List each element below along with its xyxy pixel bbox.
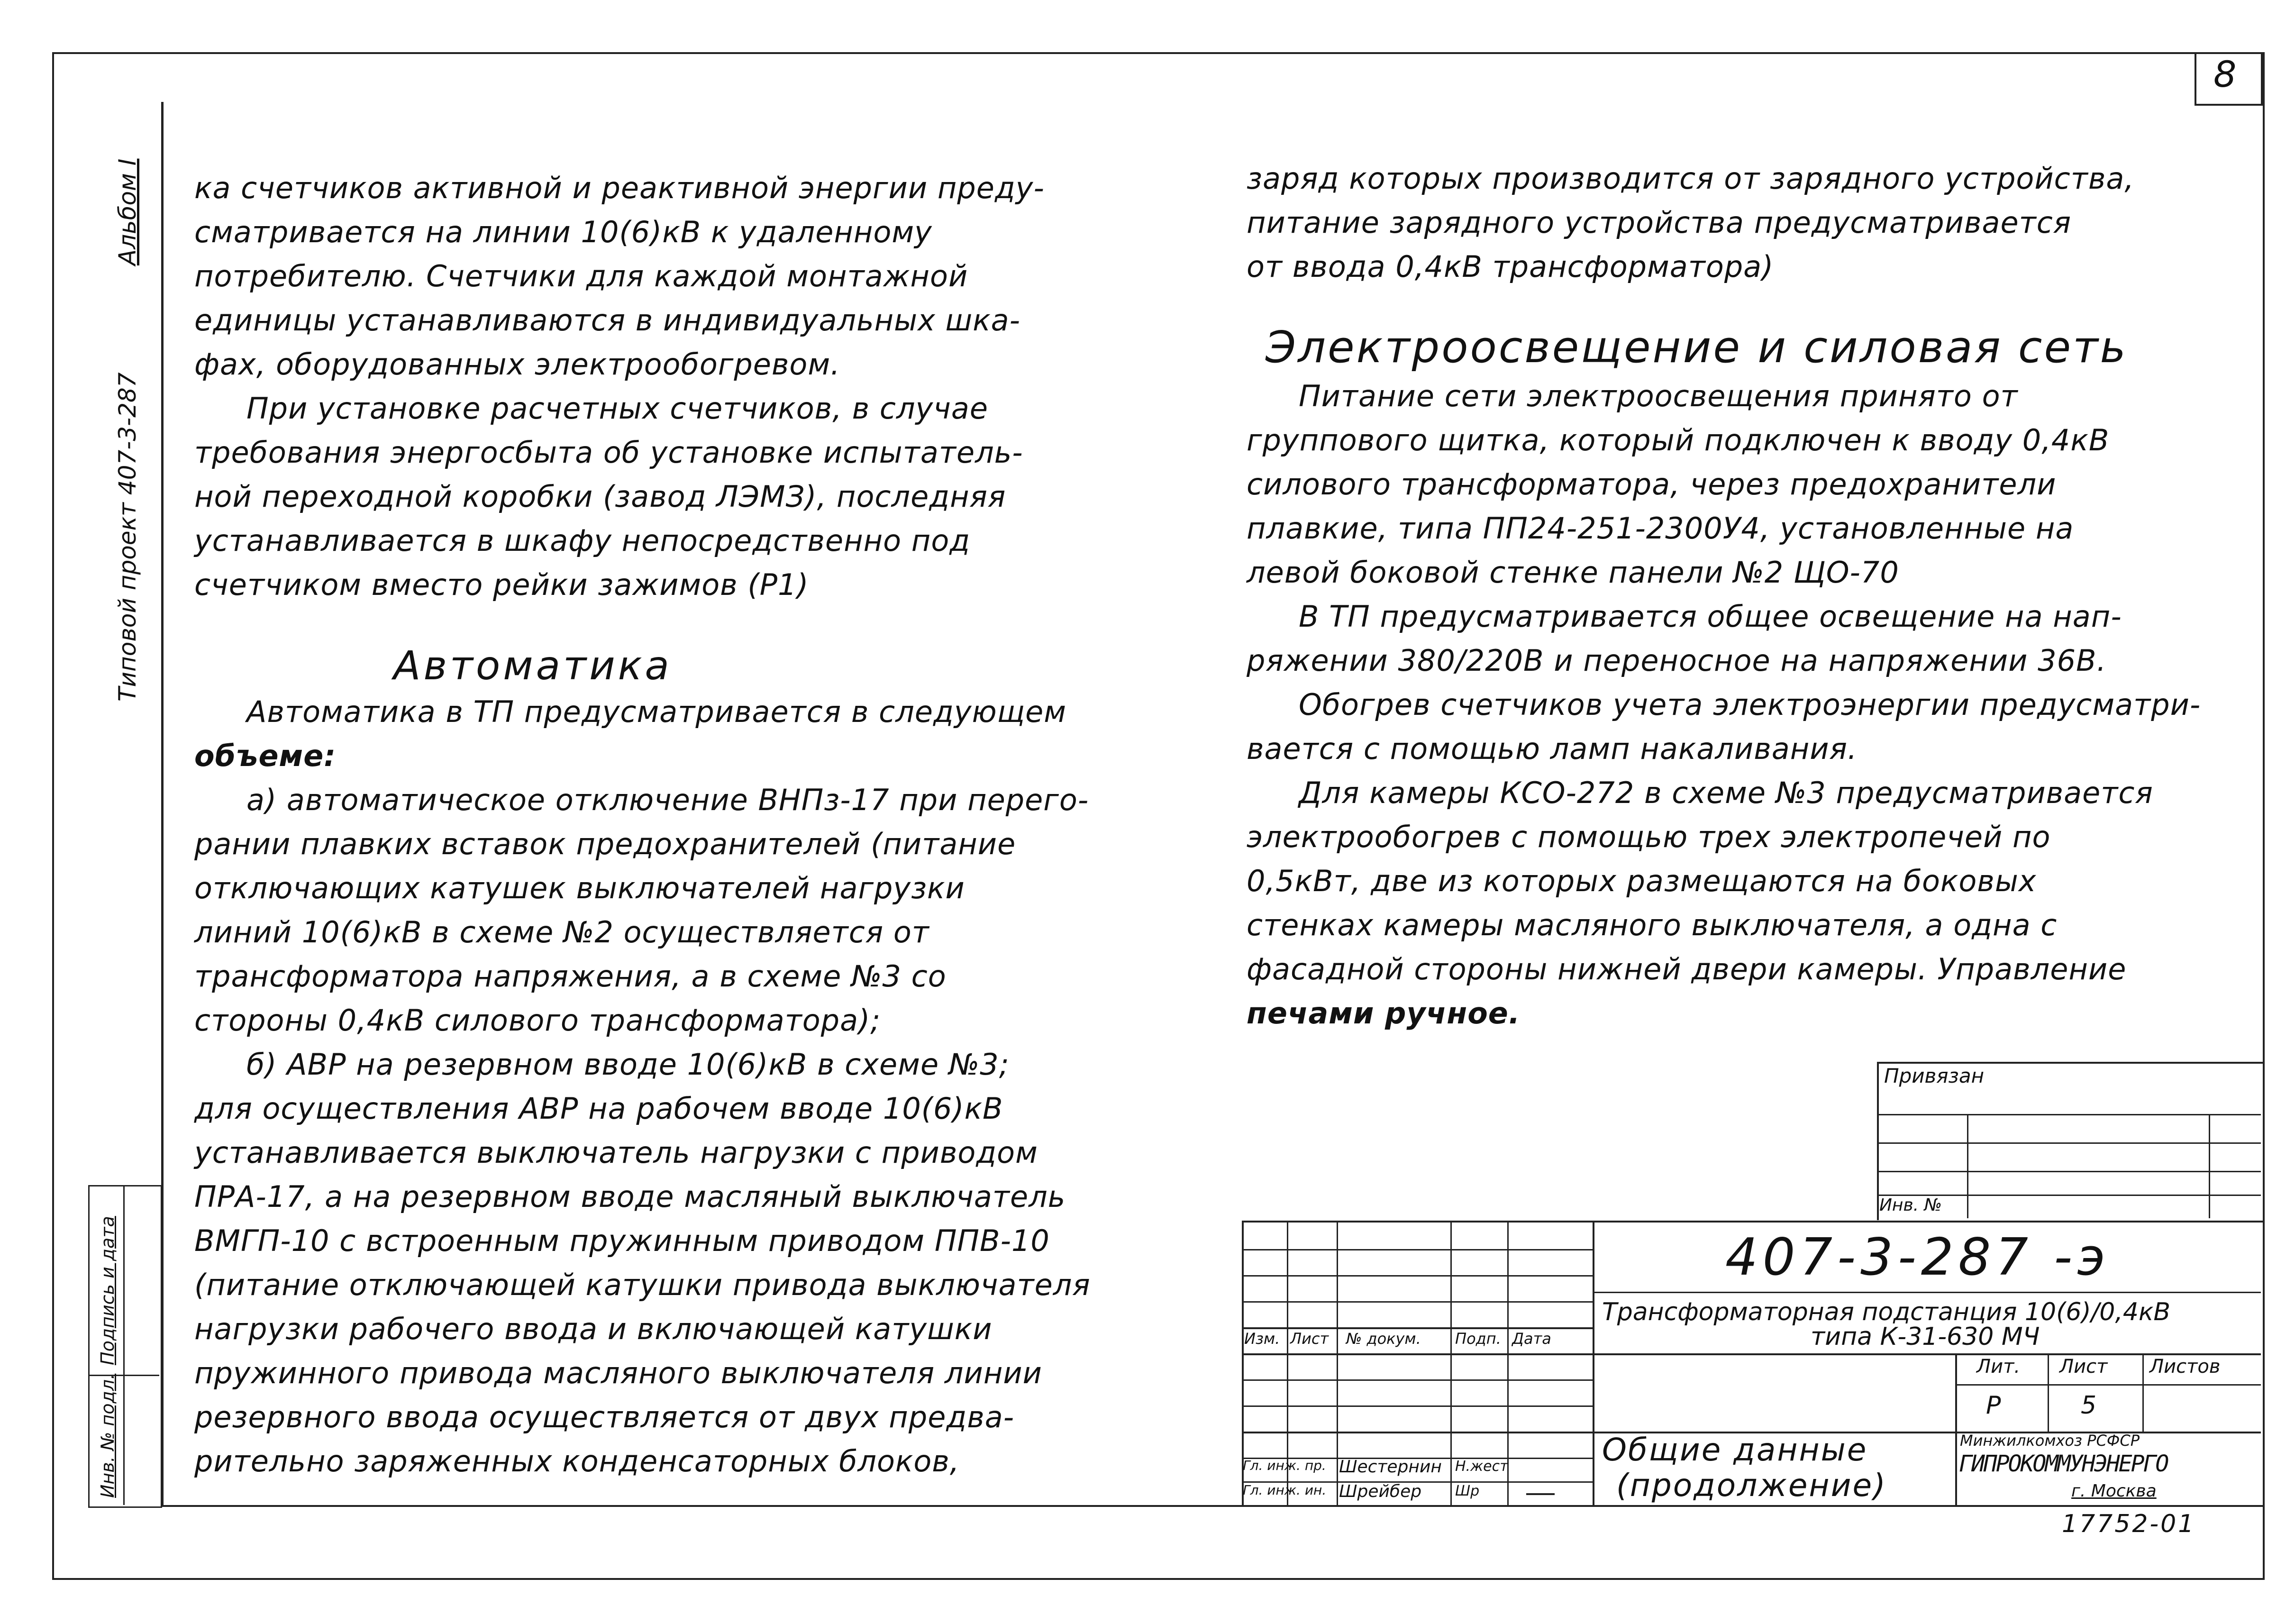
tp-line: В ТП предусматривается общее освещение на нап- xyxy=(1299,599,2122,634)
cont-line: питание зарядного устройства предусматривается xyxy=(1247,205,2072,240)
light-line: левой боковой стенке панели №2 ЩО-70 xyxy=(1247,555,1899,590)
col-header-list: Лист xyxy=(1290,1330,1329,1348)
sign-1: Н.жест xyxy=(1455,1458,1508,1475)
item-b-line: (питание отключающей катушки привода выключателя xyxy=(194,1268,1091,1302)
binding-label: Привязан xyxy=(1884,1064,1985,1087)
role-2: Гл. инж. ин. xyxy=(1243,1482,1327,1498)
light-line: плавкие, типа ПП24-251-2300У4, установленные на xyxy=(1247,511,2074,546)
light-line: Питание сети электроосвещения принято от xyxy=(1299,379,2018,413)
binding-inv-label: Инв. № xyxy=(1879,1195,1942,1215)
title-line-2: типа К-31-630 МЧ xyxy=(1811,1323,2040,1351)
col-header-izm: Изм. xyxy=(1244,1330,1280,1348)
kso-line: фасадной стороны нижней двери камеры. Управление xyxy=(1247,952,2127,986)
sign-date-label: Подпись и дата xyxy=(97,1216,118,1365)
intro-line: единицы устанавливаются в индивидуальных шка- xyxy=(194,303,1021,338)
item-a-line: линий 10(6)кВ в схеме №2 осуществляется от xyxy=(194,915,929,949)
item-b-line: для осуществления АВР на рабочем вводе 10(6)кВ xyxy=(194,1091,1003,1126)
org-name: ГИПРОКОММУНЭНЕРГО xyxy=(1959,1451,2168,1477)
sheets-label: Листов xyxy=(2149,1356,2221,1378)
para2-line: При установке расчетных счетчиков, в случае xyxy=(246,391,989,426)
album-label: Альбом I xyxy=(114,158,141,265)
stage-value: Р xyxy=(1986,1391,2001,1420)
item-b-line: пружинного привода масляного выключателя линии xyxy=(194,1356,1042,1390)
light-line: силового трансформатора, через предохранители xyxy=(1247,467,2057,502)
kso-line: печами ручное. xyxy=(1247,996,1521,1031)
item-b-line: ВМГП-10 с встроенным пружинным приводом ППВ-10 xyxy=(194,1223,1050,1258)
kso-line: 0,5кВт, две из которых размещаются на боковых xyxy=(1247,864,2037,898)
inv-no-label: Инв. № подл. xyxy=(97,1373,118,1498)
intro-line: сматривается на линии 10(6)кВ к удаленному xyxy=(194,215,932,249)
doc-code: 407-3-287 -э xyxy=(1725,1228,2110,1287)
cont-line: от ввода 0,4кВ трансформатора) xyxy=(1247,249,1774,284)
para2-line: ной переходной коробки (завод ЛЭМЗ), последняя xyxy=(194,479,1006,514)
date-dash xyxy=(1526,1493,1555,1495)
ministry: Минжилкомхоз РСФСР xyxy=(1960,1432,2140,1450)
intro-line: фах, оборудованных электрообогревом. xyxy=(194,347,840,382)
kso-line: Для камеры КСО-272 в схеме №3 предусматривается xyxy=(1299,776,2153,810)
name-2: Шрейбер xyxy=(1339,1482,1422,1501)
para2-line: требования энергосбыта об установке испытатель- xyxy=(194,435,1023,470)
kso-line: электрообогрев с помощью трех электропечей по xyxy=(1247,820,2051,854)
item-a-line: отключающих катушек выключателей нагрузки xyxy=(194,871,965,905)
heat-line: Обогрев счетчиков учета электроэнергии предусматри- xyxy=(1299,687,2201,722)
cont-line: заряд которых производится от зарядного устройства, xyxy=(1247,161,2135,196)
kso-line: стенках камеры масляного выключателя, а одна с xyxy=(1247,908,2058,942)
item-b-line: нагрузки рабочего ввода и включающей катушки xyxy=(194,1312,993,1346)
item-a-line: а) автоматическое отключение ВНПз-17 при перего- xyxy=(246,783,1089,817)
left-column xyxy=(194,166,1119,1483)
item-b-line: резервного ввода осуществляется от двух предва- xyxy=(194,1400,1015,1434)
lighting-heading: Электроосвещение и силовая сеть xyxy=(1266,322,2128,373)
sheet-name-2: (продолжение) xyxy=(1616,1467,1887,1504)
item-b-line: ПРА-17, а на резервном вводе масляный выключатель xyxy=(194,1179,1066,1214)
light-line: группового щитка, который подключен к вводу 0,4кВ xyxy=(1247,423,2110,457)
heat-line: вается с помощью ламп накаливания. xyxy=(1247,731,1858,766)
archive-number: 17752-01 xyxy=(2062,1510,2196,1538)
item-a-line: трансформатора напряжения, а в схеме №3 со xyxy=(194,959,947,994)
intro-line: потребителю. Счетчики для каждой монтажной xyxy=(194,259,968,293)
role-1: Гл. инж. пр. xyxy=(1243,1458,1326,1473)
para2-line: счетчиком вместо рейки зажимов (Р1) xyxy=(194,567,809,602)
sheet-name-1: Общие данные xyxy=(1602,1432,1868,1468)
right-column xyxy=(1247,156,2232,1035)
tp-line: ряжении 380/220В и переносное на напряжении 36В. xyxy=(1247,643,2107,678)
item-b-line: рительно заряженных конденсаторных блоков, xyxy=(194,1444,960,1478)
stage-label: Лит. xyxy=(1976,1356,2021,1378)
item-b-line: б) АВР на резервном вводе 10(6)кВ в схеме №3; xyxy=(246,1047,1010,1082)
sheet-label: Лист xyxy=(2059,1356,2108,1378)
intro-line: ка счетчиков активной и реактивной энергии преду- xyxy=(194,171,1045,205)
city: г. Москва xyxy=(2071,1481,2157,1501)
corner-number: 8 xyxy=(2213,53,2237,95)
col-header-date: Дата xyxy=(1512,1330,1551,1348)
auto-line: объеме: xyxy=(194,739,337,773)
automation-heading: Автоматика xyxy=(393,642,672,689)
item-a-line: рании плавких вставок предохранителей (питание xyxy=(194,827,1016,861)
para2-line: устанавливается в шкафу непосредственно под xyxy=(194,523,971,558)
item-a-line: стороны 0,4кВ силового трансформатора); xyxy=(194,1003,881,1038)
sheet-value: 5 xyxy=(2081,1391,2097,1420)
col-header-doc: № докум. xyxy=(1346,1330,1421,1348)
title-line-1: Трансформаторная подстанция 10(6)/0,4кВ xyxy=(1602,1298,2171,1326)
col-header-sign: Подп. xyxy=(1455,1330,1501,1348)
auto-line: Автоматика в ТП предусматривается в следующем xyxy=(246,694,1067,729)
project-side-label: Типовой проект 407-3-287 xyxy=(114,372,141,702)
sign-2: Шр xyxy=(1455,1483,1480,1499)
item-b-line: устанавливается выключатель нагрузки с приводом xyxy=(194,1135,1038,1170)
name-1: Шестернин xyxy=(1339,1457,1442,1477)
